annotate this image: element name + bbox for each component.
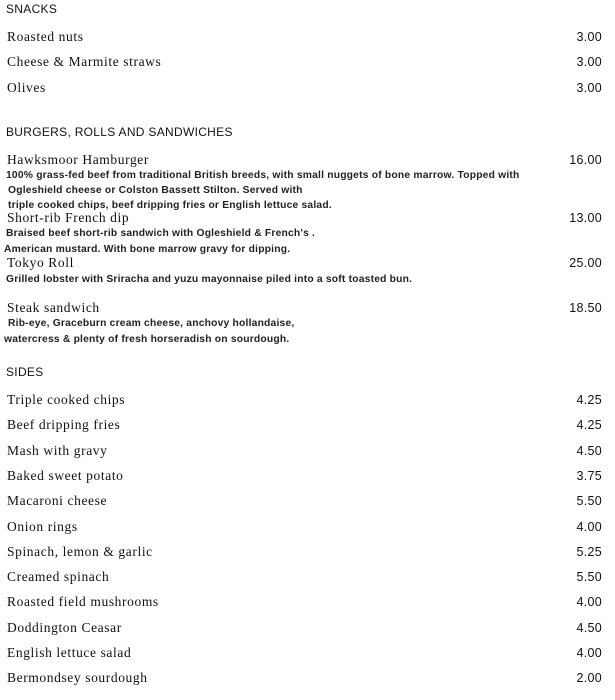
menu-item-text: Macaroni cheese [7, 493, 108, 508]
menu-item [7, 29, 602, 45]
item-description-text: Braised beef short-rib sandwich with Ogleshield & French's . [6, 228, 316, 239]
item-description [6, 169, 608, 182]
menu-item-text: Hawksmoor Hamburger [7, 152, 149, 167]
item-price: 3.00 [576, 30, 602, 44]
menu-item [7, 417, 602, 433]
menu-item [7, 493, 602, 509]
item-price: 3.75 [576, 469, 602, 483]
menu-item-text: English lettuce salad [7, 645, 132, 660]
menu-item [7, 210, 602, 226]
item-price: 5.50 [576, 494, 602, 508]
menu-item-text: Creamed spinach [7, 569, 110, 584]
item-description-text: American mustard. With bone marrow gravy for dipping. [4, 244, 291, 255]
menu-item-text: Spinach, lemon & garlic [7, 544, 153, 559]
item-price: 4.50 [576, 444, 602, 458]
menu-item [7, 392, 602, 408]
menu-item-text: Bermondsey sourdough [7, 670, 148, 685]
menu-item [7, 80, 602, 96]
item-description [6, 227, 608, 240]
item-description-text: triple cooked chips, beef dripping fries or English lettuce salad. [8, 200, 332, 211]
menu-item-text: Mash with gravy [7, 443, 108, 458]
section-title-burgers [6, 125, 608, 139]
menu-item [7, 544, 602, 560]
item-price: 16.00 [569, 153, 602, 167]
menu-item [7, 255, 602, 271]
menu-item-text: Beef dripping fries [7, 417, 121, 432]
menu-item-text: Cheese & Marmite straws [7, 54, 162, 69]
item-description-text: watercress & plenty of fresh horseradish on sourdough. [4, 334, 290, 345]
section-title-burgers-text: BURGERS, ROLLS AND SANDWICHES [6, 125, 233, 139]
section-title-snacks [6, 2, 608, 16]
menu-item [7, 594, 602, 610]
menu-item [7, 670, 602, 686]
item-price: 4.25 [576, 418, 602, 432]
menu-item [7, 645, 602, 661]
item-price: 4.50 [576, 621, 602, 635]
menu-item [7, 300, 602, 316]
item-price: 4.25 [576, 393, 602, 407]
menu-item [7, 569, 602, 585]
menu-item-text: Baked sweet potato [7, 468, 124, 483]
menu-item [7, 519, 602, 535]
item-price: 4.00 [576, 520, 602, 534]
item-price: 5.25 [576, 545, 602, 559]
item-description [6, 273, 608, 286]
menu-item-text: Tokyo Roll [7, 255, 74, 270]
menu-item-text: Short-rib French dip [7, 210, 130, 225]
item-price: 4.00 [576, 646, 602, 660]
item-price: 4.00 [576, 595, 602, 609]
menu-item [7, 620, 602, 636]
item-description-text: Ogleshield cheese or Colston Bassett Stilton. Served with [8, 185, 303, 196]
section-title-sides [6, 365, 608, 379]
menu-item [7, 54, 602, 70]
item-description-text: 100% grass-fed beef from traditional British breeds, with small nuggets of bone marrow. Topped with [6, 170, 520, 181]
item-price: 3.00 [576, 55, 602, 69]
item-price: 2.00 [576, 671, 602, 685]
menu-item [7, 443, 602, 459]
menu-item-text: Triple cooked chips [7, 392, 126, 407]
item-description-text: Grilled lobster with Sriracha and yuzu mayonnaise piled into a soft toasted bun. [6, 274, 413, 285]
section-title-snacks-text: SNACKS [6, 2, 58, 16]
item-price: 3.00 [576, 81, 602, 95]
menu-item-text: Olives [7, 80, 46, 95]
item-description-text: Rib-eye, Graceburn cream cheese, anchovy hollandaise, [8, 318, 295, 329]
item-description [8, 317, 610, 330]
menu-item-text: Doddington Ceasar [7, 620, 122, 635]
section-title-sides-text: SIDES [6, 365, 44, 379]
item-price: 5.50 [576, 570, 602, 584]
item-description [4, 333, 606, 346]
menu-item-text: Roasted field mushrooms [7, 594, 159, 609]
menu-item [7, 468, 602, 484]
menu-item-text: Onion rings [7, 519, 78, 534]
item-description [8, 184, 610, 197]
menu-item-text: Roasted nuts [7, 29, 84, 44]
item-price: 25.00 [569, 256, 602, 270]
menu-item-text: Steak sandwich [7, 300, 100, 315]
menu-item [7, 152, 602, 168]
item-price: 18.50 [569, 301, 602, 315]
item-price: 13.00 [569, 211, 602, 225]
